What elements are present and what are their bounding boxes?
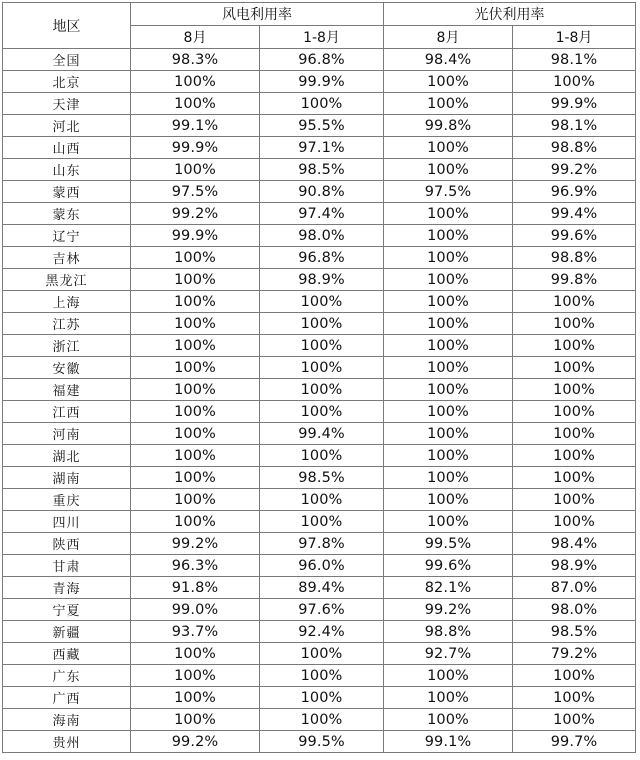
table-row [3,489,636,511]
region-cell: 湖北 [3,445,131,467]
wind-month-cell: 100% [131,643,260,665]
region-cell: 甘肃 [3,555,131,577]
wind-ytd-cell: 99.9% [260,71,384,93]
solar-month-cell: 100% [384,357,513,379]
table-row [3,665,636,687]
region-cell: 安徽 [3,357,131,379]
region-cell: 湖南 [3,467,131,489]
solar-month-cell: 100% [384,489,513,511]
region-cell: 江苏 [3,313,131,335]
table-row [3,49,636,71]
solar-ytd-cell: 99.9% [513,93,636,115]
wind-month-cell: 97.5% [131,181,260,203]
solar-month-cell: 99.5% [384,533,513,555]
wind-month-cell: 100% [131,159,260,181]
wind-ytd-cell: 92.4% [260,621,384,643]
wind-month-cell: 93.7% [131,621,260,643]
solar-month-cell: 100% [384,225,513,247]
wind-ytd-cell: 97.1% [260,137,384,159]
solar-month-cell: 100% [384,379,513,401]
wind-ytd-cell: 100% [260,709,384,731]
region-cell: 辽宁 [3,225,131,247]
region-cell: 山西 [3,137,131,159]
solar-ytd-cell: 99.6% [513,225,636,247]
wind-month-cell: 100% [131,423,260,445]
region-cell: 上海 [3,291,131,313]
table-row [3,423,636,445]
wind-month-cell: 100% [131,445,260,467]
table-row [3,577,636,599]
wind-ytd-cell: 98.0% [260,225,384,247]
wind-month-header: 8月 [131,26,260,49]
region-cell: 广西 [3,687,131,709]
wind-ytd-cell: 100% [260,401,384,423]
wind-month-cell: 100% [131,687,260,709]
solar-month-cell: 100% [384,159,513,181]
solar-month-cell: 100% [384,335,513,357]
wind-month-cell: 100% [131,247,260,269]
region-cell: 新疆 [3,621,131,643]
wind-ytd-cell: 100% [260,489,384,511]
table-row [3,335,636,357]
solar-ytd-cell: 100% [513,401,636,423]
solar-month-cell: 100% [384,137,513,159]
table-row [3,203,636,225]
solar-month-cell: 100% [384,93,513,115]
region-cell: 山东 [3,159,131,181]
solar-ytd-cell: 100% [513,291,636,313]
wind-month-cell: 100% [131,335,260,357]
solar-month-cell: 99.8% [384,115,513,137]
wind-ytd-cell: 97.8% [260,533,384,555]
solar-ytd-cell: 99.4% [513,203,636,225]
solar-month-cell: 82.1% [384,577,513,599]
solar-ytd-cell: 100% [513,489,636,511]
wind-ytd-cell: 96.8% [260,49,384,71]
solar-month-cell: 100% [384,269,513,291]
solar-month-cell: 100% [384,313,513,335]
table-row [3,291,636,313]
table-row [3,71,636,93]
solar-month-cell: 98.4% [384,49,513,71]
region-cell: 天津 [3,93,131,115]
solar-month-cell: 100% [384,423,513,445]
solar-ytd-header: 1-8月 [513,26,636,49]
solar-month-cell: 100% [384,401,513,423]
solar-ytd-cell: 100% [513,379,636,401]
wind-month-cell: 99.2% [131,533,260,555]
wind-ytd-cell: 99.4% [260,423,384,445]
solar-ytd-cell: 98.5% [513,621,636,643]
solar-month-cell: 92.7% [384,643,513,665]
solar-month-cell: 100% [384,467,513,489]
solar-month-cell: 100% [384,709,513,731]
wind-ytd-cell: 100% [260,445,384,467]
region-cell: 黑龙江 [3,269,131,291]
table-row [3,225,636,247]
solar-ytd-cell: 99.8% [513,269,636,291]
wind-month-cell: 100% [131,269,260,291]
wind-month-cell: 99.9% [131,225,260,247]
wind-ytd-cell: 99.5% [260,731,384,753]
wind-month-cell: 100% [131,709,260,731]
solar-month-cell: 100% [384,247,513,269]
wind-month-cell: 99.2% [131,731,260,753]
wind-ytd-cell: 96.8% [260,247,384,269]
solar-ytd-cell: 98.1% [513,49,636,71]
region-header: 地区 [3,3,131,49]
wind-ytd-cell: 100% [260,511,384,533]
solar-month-cell: 100% [384,291,513,313]
table-row [3,533,636,555]
wind-ytd-cell: 98.5% [260,159,384,181]
region-cell: 全国 [3,49,131,71]
region-cell: 广东 [3,665,131,687]
table-row [3,159,636,181]
wind-ytd-cell: 100% [260,379,384,401]
region-cell: 吉林 [3,247,131,269]
solar-ytd-cell: 96.9% [513,181,636,203]
region-cell: 北京 [3,71,131,93]
wind-month-cell: 100% [131,291,260,313]
solar-month-cell: 100% [384,665,513,687]
table-row [3,181,636,203]
solar-ytd-cell: 100% [513,687,636,709]
table-row [3,247,636,269]
wind-ytd-cell: 100% [260,93,384,115]
solar-month-header: 8月 [384,26,513,49]
table-row [3,731,636,753]
wind-month-cell: 100% [131,313,260,335]
wind-month-cell: 99.2% [131,203,260,225]
solar-month-cell: 100% [384,687,513,709]
solar-month-cell: 100% [384,203,513,225]
solar-month-cell: 98.8% [384,621,513,643]
region-cell: 西藏 [3,643,131,665]
solar-ytd-cell: 98.0% [513,599,636,621]
table-row [3,269,636,291]
wind-month-cell: 99.0% [131,599,260,621]
solar-ytd-cell: 100% [513,423,636,445]
solar-ytd-cell: 99.2% [513,159,636,181]
region-cell: 福建 [3,379,131,401]
solar-ytd-cell: 98.1% [513,115,636,137]
solar-ytd-cell: 98.8% [513,137,636,159]
wind-month-cell: 99.9% [131,137,260,159]
solar-ytd-cell: 100% [513,467,636,489]
solar-month-cell: 99.6% [384,555,513,577]
wind-ytd-cell: 100% [260,687,384,709]
wind-month-cell: 100% [131,93,260,115]
region-cell: 宁夏 [3,599,131,621]
region-cell: 河北 [3,115,131,137]
table-row [3,599,636,621]
solar-ytd-cell: 100% [513,71,636,93]
wind-month-cell: 100% [131,665,260,687]
wind-ytd-cell: 96.0% [260,555,384,577]
region-cell: 蒙西 [3,181,131,203]
wind-ytd-cell: 98.5% [260,467,384,489]
wind-month-cell: 99.1% [131,115,260,137]
table-body [3,49,636,753]
solar-ytd-cell: 100% [513,511,636,533]
wind-ytd-cell: 97.4% [260,203,384,225]
wind-month-cell: 91.8% [131,577,260,599]
region-cell: 江西 [3,401,131,423]
region-cell: 青海 [3,577,131,599]
solar-month-cell: 99.2% [384,599,513,621]
solar-month-cell: 99.1% [384,731,513,753]
region-cell: 蒙东 [3,203,131,225]
table-row [3,555,636,577]
solar-month-cell: 100% [384,445,513,467]
solar-ytd-cell: 100% [513,709,636,731]
table-row [3,401,636,423]
table-row [3,357,636,379]
wind-month-cell: 98.3% [131,49,260,71]
table-row [3,511,636,533]
table-row [3,379,636,401]
solar-ytd-cell: 98.9% [513,555,636,577]
wind-month-cell: 100% [131,357,260,379]
solar-group-header: 光伏利用率 [384,3,636,26]
table-row [3,709,636,731]
wind-ytd-cell: 100% [260,643,384,665]
wind-month-cell: 100% [131,379,260,401]
solar-month-cell: 100% [384,71,513,93]
solar-ytd-cell: 100% [513,445,636,467]
table-row [3,621,636,643]
region-cell: 四川 [3,511,131,533]
region-cell: 河南 [3,423,131,445]
wind-ytd-cell: 89.4% [260,577,384,599]
table-row [3,687,636,709]
region-cell: 贵州 [3,731,131,753]
solar-month-cell: 100% [384,511,513,533]
wind-ytd-cell: 98.9% [260,269,384,291]
table-row [3,445,636,467]
region-cell: 重庆 [3,489,131,511]
solar-ytd-cell: 98.8% [513,247,636,269]
wind-month-cell: 100% [131,467,260,489]
wind-ytd-header: 1-8月 [260,26,384,49]
wind-month-cell: 100% [131,489,260,511]
wind-ytd-cell: 100% [260,335,384,357]
utilization-table [2,2,636,753]
solar-ytd-cell: 99.7% [513,731,636,753]
table-row [3,643,636,665]
solar-ytd-cell: 100% [513,665,636,687]
solar-ytd-cell: 79.2% [513,643,636,665]
solar-ytd-cell: 87.0% [513,577,636,599]
table-row [3,313,636,335]
wind-ytd-cell: 100% [260,665,384,687]
table-row [3,115,636,137]
wind-month-cell: 100% [131,511,260,533]
table-row [3,137,636,159]
wind-month-cell: 100% [131,71,260,93]
region-cell: 海南 [3,709,131,731]
solar-ytd-cell: 100% [513,357,636,379]
wind-month-cell: 96.3% [131,555,260,577]
wind-group-header: 风电利用率 [131,3,384,26]
solar-ytd-cell: 98.4% [513,533,636,555]
wind-month-cell: 100% [131,401,260,423]
solar-ytd-cell: 100% [513,313,636,335]
wind-ytd-cell: 90.8% [260,181,384,203]
region-cell: 浙江 [3,335,131,357]
table-row [3,93,636,115]
wind-ytd-cell: 100% [260,357,384,379]
solar-month-cell: 97.5% [384,181,513,203]
wind-ytd-cell: 100% [260,291,384,313]
wind-ytd-cell: 95.5% [260,115,384,137]
region-cell: 陕西 [3,533,131,555]
table-row [3,467,636,489]
wind-ytd-cell: 97.6% [260,599,384,621]
solar-ytd-cell: 100% [513,335,636,357]
wind-ytd-cell: 100% [260,313,384,335]
